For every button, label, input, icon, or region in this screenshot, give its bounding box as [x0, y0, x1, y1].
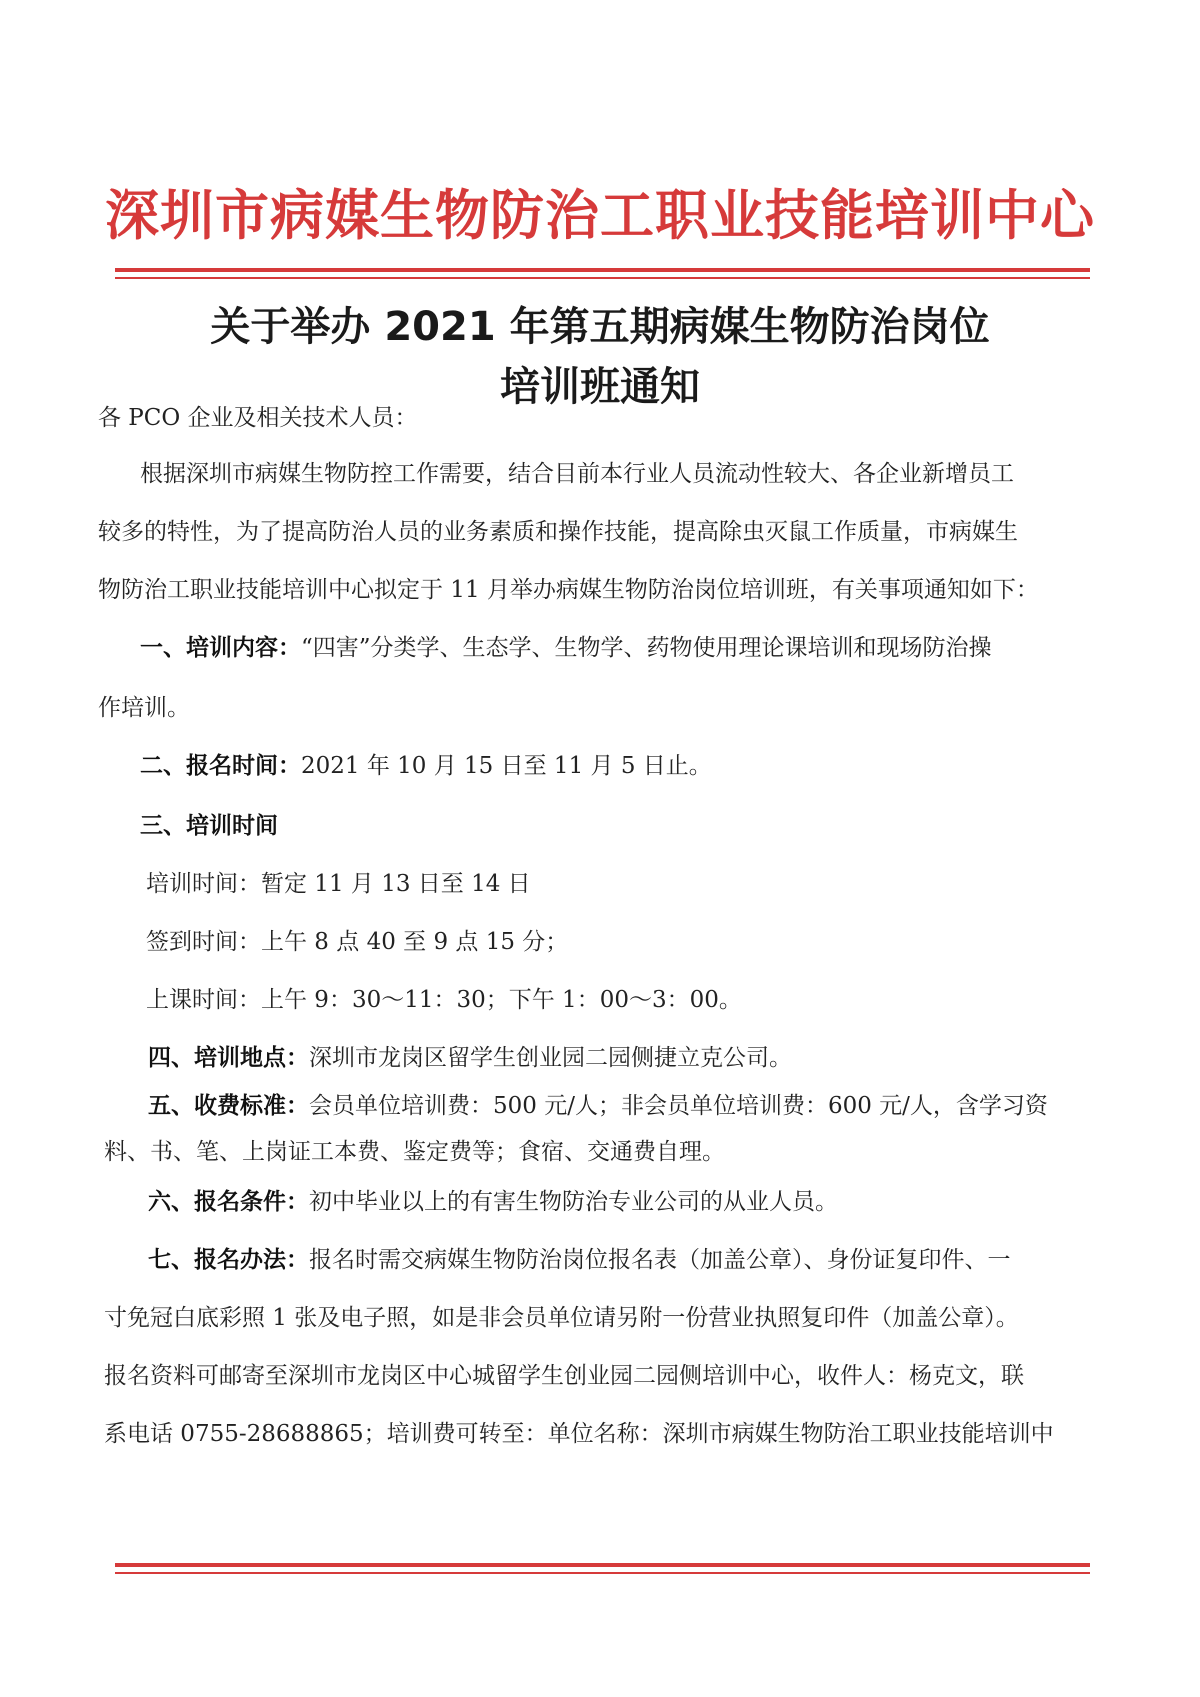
section-6-text: 初中毕业以上的有害生物防治专业公司的从业人员。 — [309, 1189, 838, 1215]
section-7-text: 报名时需交病媒生物防治岗位报名表（加盖公章）、身份证复印件、一 — [309, 1247, 1011, 1273]
section-3-label — [140, 810, 278, 842]
intro-line-2: 较多的特性，为了提高防治人员的业务素质和操作技能，提高除虫灭鼠工作质量，市病媒生 — [98, 519, 1018, 545]
section-4 — [148, 1042, 792, 1074]
section-5-line-2: 料、书、笔、上岗证工本费、鉴定费等；食宿、交通费自理。 — [104, 1139, 725, 1165]
notice-title-line2: 培训班通知 — [500, 364, 700, 410]
footer-rule-thin — [115, 1572, 1090, 1574]
header-rule-thick — [115, 268, 1090, 272]
section-6-label: 六、报名条件： — [148, 1188, 309, 1215]
section-1-label: 一、培训内容： — [140, 634, 301, 661]
footer-rule-thick — [115, 1563, 1090, 1567]
section-7 — [148, 1244, 1011, 1276]
organization-header: 深圳市病媒生物防治工职业技能培训中心 — [105, 183, 1095, 247]
section-7-line-2: 寸免冠白底彩照 1 张及电子照，如是非会员单位请另附一份营业执照复印件（加盖公章）。 — [104, 1305, 1019, 1331]
section-5-text: 会员单位培训费：500 元/人；非会员单位培训费：600 元/人，含学习资 — [309, 1093, 1048, 1119]
section-1 — [140, 632, 992, 664]
section-7-line-3: 报名资料可邮寄至深圳市龙岗区中心城留学生创业园二园侧培训中心，收件人：杨克文，联 — [104, 1363, 1024, 1389]
section-5 — [148, 1090, 1048, 1122]
section-7-line-4: 系电话 0755-28688865；培训费可转至：单位名称：深圳市病媒生物防治工职业技能培训中 — [104, 1421, 1054, 1447]
section-1-line-2: 作培训。 — [98, 695, 190, 721]
section-7-label: 七、报名办法： — [148, 1246, 309, 1273]
section-3-line-3: 上课时间：上午 9：30～11：30；下午 1：00～3：00。 — [146, 987, 742, 1013]
section-4-label: 四、培训地点： — [148, 1044, 309, 1071]
section-3-line-1: 培训时间：暂定 11 月 13 日至 14 日 — [146, 871, 531, 897]
notice-title-line1: 关于举办 2021 年第五期病媒生物防治岗位 — [210, 304, 990, 350]
section-2-text: 2021 年 10 月 15 日至 11 月 5 日止。 — [301, 753, 712, 779]
intro-line-1: 根据深圳市病媒生物防控工作需要，结合目前本行业人员流动性较大、各企业新增员工 — [140, 461, 1014, 487]
salutation: 各 PCO 企业及相关技术人员： — [98, 405, 418, 431]
section-3-heading: 三、培训时间 — [140, 812, 278, 839]
section-6 — [148, 1186, 838, 1218]
section-1-text: “四害”分类学、生态学、生物学、药物使用理论课培训和现场防治操 — [301, 635, 992, 661]
section-2 — [140, 750, 712, 782]
section-4-text: 深圳市龙岗区留学生创业园二园侧捷立克公司。 — [309, 1045, 792, 1071]
section-3-line-2: 签到时间：上午 8 点 40 至 9 点 15 分； — [146, 929, 569, 955]
section-2-label: 二、报名时间： — [140, 752, 301, 779]
section-5-label: 五、收费标准： — [148, 1092, 309, 1119]
intro-line-3: 物防治工职业技能培训中心拟定于 11 月举办病媒生物防治岗位培训班，有关事项通知如下： — [98, 577, 1039, 603]
header-rule-thin — [115, 277, 1090, 279]
